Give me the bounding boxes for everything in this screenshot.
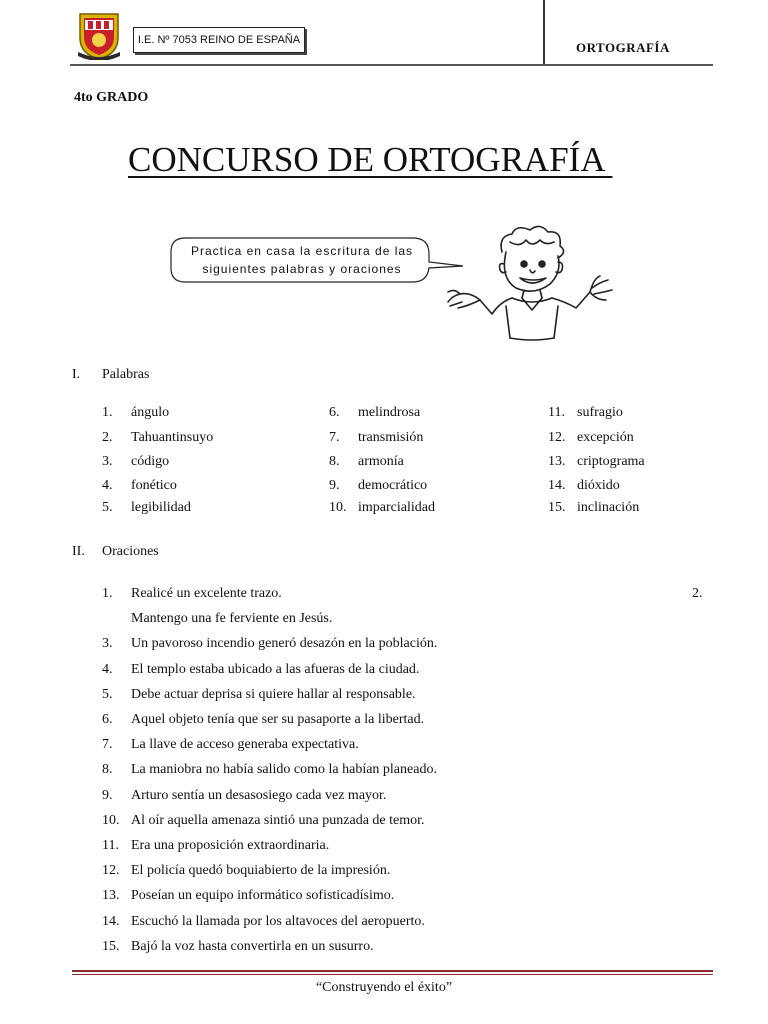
word-item: excepción [577, 430, 634, 445]
sentence-number: 14. [102, 914, 120, 929]
sentence-text: El templo estaba ubicado a las afueras de la ciudad. [131, 662, 420, 677]
footer-motto: “Construyendo el éxito” [315, 980, 453, 995]
sentence-text: Bajó la voz hasta convertirla en un susurro. [131, 939, 374, 954]
sentence-text: Un pavoroso incendio generó desazón en la población. [131, 636, 438, 651]
section-heading-sentences: Oraciones [102, 544, 159, 559]
sentence-text: La llave de acceso generaba expectativa. [131, 737, 359, 752]
header-divider-horizontal [70, 64, 713, 66]
subject-label: ORTOGRAFÍA [576, 40, 670, 55]
school-name-box: I.E. Nº 7053 REINO DE ESPAÑA [133, 27, 305, 53]
speech-bubble-line: Practica en casa la escritura de las [190, 244, 414, 258]
word-item: dióxido [577, 478, 620, 493]
word-number: 9. [329, 478, 340, 493]
sentence-number: 12. [102, 863, 120, 878]
word-number: 1. [102, 405, 113, 420]
header-divider-vertical [543, 0, 545, 65]
speech-bubble-text [172, 242, 432, 278]
word-item: Tahuantinsuyo [131, 430, 214, 445]
cartoon-boy-illustration [440, 222, 620, 342]
word-number: 6. [329, 405, 340, 420]
sentence-number: 1. [102, 586, 113, 601]
word-number: 3. [102, 454, 113, 469]
word-item: ángulo [131, 405, 170, 420]
sentence-text: Debe actuar deprisa si quiere hallar al responsable. [131, 687, 416, 702]
sentence-number: 4. [102, 662, 113, 677]
sentence-number: 6. [102, 712, 113, 727]
word-item: democrático [358, 478, 428, 493]
word-item: transmisión [358, 430, 424, 445]
sentence-text: El policía quedó boquiabierto de la impresión. [131, 863, 391, 878]
word-item: inclinación [577, 500, 640, 515]
sentence-number: 15. [102, 939, 120, 954]
sentence-text: Aquel objeto tenía que ser su pasaporte a la libertad. [131, 712, 425, 727]
word-number: 5. [102, 500, 113, 515]
section-heading-words: Palabras [102, 367, 150, 382]
page-title: CONCURSO DE ORTOGRAFÍA [128, 140, 613, 179]
word-number: 11. [548, 405, 565, 420]
word-number: 12. [548, 430, 566, 445]
sentence-text: Mantengo una fe ferviente en Jesús. [131, 611, 333, 626]
word-number: 10. [329, 500, 347, 515]
word-number: 13. [548, 454, 566, 469]
sentence-text: La maniobra no había salido como la habían planeado. [131, 762, 437, 777]
sentence-number: 5. [102, 687, 113, 702]
sentence-number: 9. [102, 788, 113, 803]
sentence-text: Escuchó la llamada por los altavoces del aeropuerto. [131, 914, 425, 929]
sentence-number: 11. [102, 838, 119, 853]
footer-rule [72, 974, 713, 975]
word-item: sufragio [577, 405, 623, 420]
footer-rule [72, 970, 713, 972]
sentence-number: 8. [102, 762, 113, 777]
sentence-number: 3. [102, 636, 113, 651]
word-number: 2. [102, 430, 113, 445]
sentence-text: Arturo sentía un desasosiego cada vez mayor. [131, 788, 387, 803]
word-item: fonético [131, 478, 177, 493]
word-item: código [131, 454, 170, 469]
word-item: criptograma [577, 454, 645, 469]
word-item: melindrosa [358, 405, 421, 420]
sentence-number: 13. [102, 888, 120, 903]
section-number: II. [72, 544, 85, 559]
word-item: legibilidad [131, 500, 191, 515]
speech-bubble-line: siguientes palabras y oraciones [202, 262, 402, 276]
word-item: imparcialidad [358, 500, 435, 515]
school-crest-logo [76, 10, 122, 60]
sentence-number: 10. [102, 813, 120, 828]
word-number: 7. [329, 430, 340, 445]
word-item: armonía [358, 454, 404, 469]
sentence-text: Al oír aquella amenaza sintió una punzada de temor. [131, 813, 425, 828]
section-number: I. [72, 367, 81, 382]
word-number: 8. [329, 454, 340, 469]
grade-label: 4to GRADO [74, 90, 149, 105]
sentence-text: Poseían un equipo informático sofisticadísimo. [131, 888, 395, 903]
word-number: 4. [102, 478, 113, 493]
word-number: 14. [548, 478, 566, 493]
sentence-text: Realicé un excelente trazo. [131, 586, 282, 601]
sentence-text: Era una proposición extraordinaria. [131, 838, 330, 853]
word-number: 15. [548, 500, 566, 515]
stray-list-number: 2. [692, 586, 703, 601]
sentence-number: 7. [102, 737, 113, 752]
